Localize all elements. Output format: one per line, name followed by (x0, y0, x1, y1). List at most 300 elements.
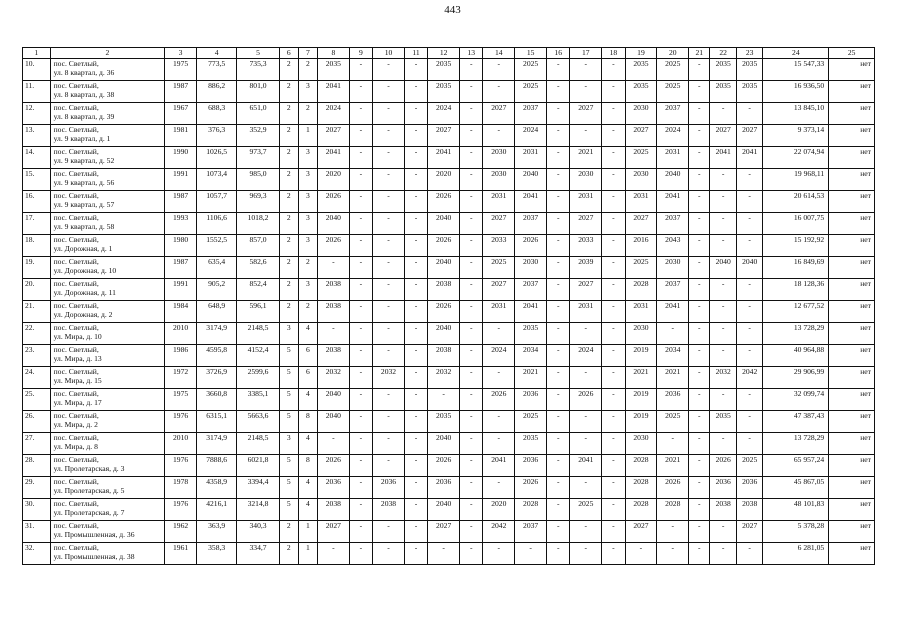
cell-col-16: - (547, 521, 570, 543)
cost-cell: 65 957,24 (763, 455, 829, 477)
cell-col-20: 2043 (657, 235, 689, 257)
cell-col-11: - (404, 477, 427, 499)
cell-col-19: 2031 (625, 191, 657, 213)
cell-col-8: 2038 (317, 301, 349, 323)
column-header-6: 6 (279, 48, 298, 59)
cell-col-11: - (404, 81, 427, 103)
cell-col-20: 2041 (657, 301, 689, 323)
cell-col-12: 2038 (428, 279, 460, 301)
cell-col-12: 2040 (428, 213, 460, 235)
cell-col-17: - (570, 367, 602, 389)
cell-col-8: - (317, 257, 349, 279)
living-area-cell: 340,3 (237, 521, 279, 543)
cell-col-23: - (736, 411, 763, 433)
cell-col-14: - (483, 411, 515, 433)
cost-cell: 6 281,05 (763, 543, 829, 565)
table-row (23, 301, 875, 323)
cell-col-10: - (373, 323, 405, 345)
address-street: ул. 9 квартал, д. 58 (53, 222, 115, 231)
cell-col-19: 2030 (625, 323, 657, 345)
cell-col-16: - (547, 191, 570, 213)
cell-col-16: - (547, 279, 570, 301)
cell-col-17: 2039 (570, 257, 602, 279)
cell-col-22: - (710, 279, 737, 301)
cell-col-23: - (736, 213, 763, 235)
cell-col-13: - (460, 301, 483, 323)
cell-col-12: 2026 (428, 455, 460, 477)
cell-col-16: - (547, 367, 570, 389)
cell-col-6: 2 (279, 521, 298, 543)
status-cell: нет (829, 257, 875, 279)
cell-col-18: - (602, 191, 625, 213)
cell-col-14: 2031 (483, 191, 515, 213)
cell-col-20: 2030 (657, 257, 689, 279)
cost-cell: 48 101,83 (763, 499, 829, 521)
cell-col-21: - (689, 323, 710, 345)
year-built-cell: 2010 (165, 323, 197, 345)
cell-col-17: 2025 (570, 499, 602, 521)
cell-col-23: - (736, 235, 763, 257)
cell-col-18: - (602, 279, 625, 301)
cell-col-21: - (689, 235, 710, 257)
status-cell: нет (829, 323, 875, 345)
year-built-cell: 1993 (165, 213, 197, 235)
table-row (23, 235, 875, 257)
cell-col-22: - (710, 169, 737, 191)
row-number: 16. (23, 191, 51, 213)
column-header-9: 9 (349, 48, 372, 59)
table-row (23, 191, 875, 213)
cell-col-21: - (689, 59, 710, 81)
address-settlement: пос. Светлый, (53, 301, 99, 310)
cost-cell: 13 845,10 (763, 103, 829, 125)
cell-col-10: - (373, 169, 405, 191)
living-area-cell: 596,1 (237, 301, 279, 323)
total-area-cell: 3174,9 (196, 323, 236, 345)
cell-col-9: - (349, 389, 372, 411)
cell-col-15: 2024 (515, 125, 547, 147)
cell-col-17: - (570, 323, 602, 345)
cost-cell: 47 387,43 (763, 411, 829, 433)
column-header-3: 3 (165, 48, 197, 59)
cell-col-19: 2027 (625, 521, 657, 543)
year-built-cell: 1981 (165, 125, 197, 147)
row-number: 21. (23, 301, 51, 323)
cell-col-20: - (657, 521, 689, 543)
cell-col-21: - (689, 389, 710, 411)
cost-cell: 22 074,94 (763, 147, 829, 169)
cell-col-21: - (689, 103, 710, 125)
column-header-15: 15 (515, 48, 547, 59)
cell-col-16: - (547, 301, 570, 323)
cell-col-9: - (349, 521, 372, 543)
cell-col-22: - (710, 191, 737, 213)
cost-cell: 13 728,29 (763, 433, 829, 455)
status-cell: нет (829, 81, 875, 103)
cell-col-23: 2042 (736, 367, 763, 389)
year-built-cell: 1975 (165, 389, 197, 411)
cell-col-21: - (689, 279, 710, 301)
cell-col-12: 2026 (428, 191, 460, 213)
cell-col-21: - (689, 169, 710, 191)
status-cell: нет (829, 279, 875, 301)
address-cell (50, 543, 165, 565)
column-header-18: 18 (602, 48, 625, 59)
cell-col-20: 2041 (657, 191, 689, 213)
address-cell (50, 125, 165, 147)
cell-col-15: 2037 (515, 213, 547, 235)
status-cell: нет (829, 455, 875, 477)
address-street: ул. 9 квартал, д. 52 (53, 156, 115, 165)
cell-col-20: 2040 (657, 169, 689, 191)
cell-col-19: 2028 (625, 499, 657, 521)
cell-col-19: 2031 (625, 301, 657, 323)
cell-col-18: - (602, 301, 625, 323)
cell-col-19: 2028 (625, 477, 657, 499)
cell-col-9: - (349, 103, 372, 125)
cell-col-15: 2028 (515, 499, 547, 521)
cell-col-12: 2036 (428, 477, 460, 499)
cell-col-13: - (460, 543, 483, 565)
cell-col-8: 2027 (317, 125, 349, 147)
cell-col-6: 2 (279, 147, 298, 169)
cell-col-17: - (570, 59, 602, 81)
cell-col-17: 2033 (570, 235, 602, 257)
cell-col-17: 2031 (570, 191, 602, 213)
cell-col-19: 2027 (625, 213, 657, 235)
cell-col-11: - (404, 169, 427, 191)
cell-col-18: - (602, 367, 625, 389)
cell-col-17: 2027 (570, 103, 602, 125)
cell-col-18: - (602, 81, 625, 103)
table-row (23, 367, 875, 389)
address-settlement: пос. Светлый, (53, 521, 99, 530)
cell-col-13: - (460, 389, 483, 411)
cell-col-9: - (349, 367, 372, 389)
cell-col-14: 2042 (483, 521, 515, 543)
cell-col-13: - (460, 213, 483, 235)
cell-col-7: 1 (298, 521, 317, 543)
address-settlement: пос. Светлый, (53, 103, 99, 112)
cost-cell: 45 867,05 (763, 477, 829, 499)
living-area-cell: 735,3 (237, 59, 279, 81)
cell-col-7: 8 (298, 455, 317, 477)
cell-col-10: - (373, 191, 405, 213)
address-settlement: пос. Светлый, (53, 455, 99, 464)
cell-col-14: 2031 (483, 301, 515, 323)
cell-col-18: - (602, 257, 625, 279)
status-cell: нет (829, 411, 875, 433)
address-settlement: пос. Светлый, (53, 235, 99, 244)
cell-col-19: 2035 (625, 81, 657, 103)
cell-col-22: - (710, 433, 737, 455)
cell-col-9: - (349, 213, 372, 235)
address-cell (50, 433, 165, 455)
living-area-cell: 334,7 (237, 543, 279, 565)
cell-col-22: 2035 (710, 411, 737, 433)
cell-col-6: 2 (279, 301, 298, 323)
living-area-cell: 857,0 (237, 235, 279, 257)
address-cell (50, 345, 165, 367)
row-number: 26. (23, 411, 51, 433)
cell-col-11: - (404, 59, 427, 81)
cell-col-11: - (404, 499, 427, 521)
cell-col-17: 2031 (570, 301, 602, 323)
cell-col-23: 2025 (736, 455, 763, 477)
total-area-cell: 6315,1 (196, 411, 236, 433)
cell-col-13: - (460, 59, 483, 81)
status-cell: нет (829, 169, 875, 191)
cell-col-21: - (689, 191, 710, 213)
cell-col-10: - (373, 103, 405, 125)
total-area-cell: 905,2 (196, 279, 236, 301)
cell-col-17: - (570, 521, 602, 543)
cell-col-7: 3 (298, 191, 317, 213)
cell-col-15: 2040 (515, 169, 547, 191)
status-cell: нет (829, 213, 875, 235)
cell-col-21: - (689, 301, 710, 323)
row-number: 19. (23, 257, 51, 279)
cell-col-17: - (570, 433, 602, 455)
cell-col-18: - (602, 235, 625, 257)
column-header-19: 19 (625, 48, 657, 59)
cell-col-16: - (547, 433, 570, 455)
cell-col-18: - (602, 323, 625, 345)
cost-cell: 15 192,92 (763, 235, 829, 257)
cell-col-10: - (373, 279, 405, 301)
table-body (23, 59, 875, 565)
cell-col-6: 2 (279, 59, 298, 81)
cell-col-16: - (547, 59, 570, 81)
cell-col-17: 2021 (570, 147, 602, 169)
cell-col-15: 2025 (515, 411, 547, 433)
cell-col-15: 2037 (515, 521, 547, 543)
address-settlement: пос. Светлый, (53, 257, 99, 266)
cell-col-11: - (404, 257, 427, 279)
cell-col-13: - (460, 279, 483, 301)
cell-col-9: - (349, 433, 372, 455)
cell-col-20: 2037 (657, 279, 689, 301)
cell-col-22: 2035 (710, 81, 737, 103)
address-cell (50, 301, 165, 323)
cell-col-21: - (689, 521, 710, 543)
cell-col-8: 2038 (317, 279, 349, 301)
cell-col-16: - (547, 411, 570, 433)
cell-col-23: 2040 (736, 257, 763, 279)
column-header-1: 1 (23, 48, 51, 59)
address-settlement: пос. Светлый, (53, 499, 99, 508)
cell-col-10: - (373, 213, 405, 235)
cell-col-13: - (460, 323, 483, 345)
cell-col-16: - (547, 147, 570, 169)
cell-col-10: - (373, 521, 405, 543)
cost-cell: 29 906,99 (763, 367, 829, 389)
address-settlement: пос. Светлый, (53, 543, 99, 552)
address-cell (50, 147, 165, 169)
table-row (23, 433, 875, 455)
address-street: ул. 8 квартал, д. 38 (53, 90, 115, 99)
cell-col-15: 2041 (515, 301, 547, 323)
cell-col-9: - (349, 191, 372, 213)
cell-col-9: - (349, 257, 372, 279)
cell-col-13: - (460, 169, 483, 191)
cell-col-18: - (602, 477, 625, 499)
cell-col-22: 2035 (710, 59, 737, 81)
cell-col-17: 2027 (570, 213, 602, 235)
total-area-cell: 376,3 (196, 125, 236, 147)
column-header-4: 4 (196, 48, 236, 59)
cell-col-15: 2030 (515, 257, 547, 279)
cell-col-17: - (570, 125, 602, 147)
year-built-cell: 1976 (165, 455, 197, 477)
cell-col-20: - (657, 323, 689, 345)
cell-col-15: 2031 (515, 147, 547, 169)
year-built-cell: 1980 (165, 235, 197, 257)
cost-cell: 12 677,52 (763, 301, 829, 323)
column-header-13: 13 (460, 48, 483, 59)
cell-col-14: - (483, 477, 515, 499)
table-row (23, 345, 875, 367)
column-header-5: 5 (237, 48, 279, 59)
address-settlement: пос. Светлый, (53, 279, 99, 288)
cell-col-16: - (547, 543, 570, 565)
row-number: 31. (23, 521, 51, 543)
table-row (23, 169, 875, 191)
cell-col-6: 2 (279, 81, 298, 103)
cell-col-17: - (570, 411, 602, 433)
cell-col-16: - (547, 499, 570, 521)
cell-col-18: - (602, 499, 625, 521)
cell-col-23: - (736, 301, 763, 323)
cell-col-13: - (460, 147, 483, 169)
cell-col-16: - (547, 345, 570, 367)
row-number: 12. (23, 103, 51, 125)
address-cell (50, 235, 165, 257)
cell-col-10: 2038 (373, 499, 405, 521)
column-header-21: 21 (689, 48, 710, 59)
table-row (23, 81, 875, 103)
cell-col-10: - (373, 147, 405, 169)
cell-col-7: 2 (298, 59, 317, 81)
cell-col-19: 2035 (625, 59, 657, 81)
cell-col-16: - (547, 389, 570, 411)
year-built-cell: 1962 (165, 521, 197, 543)
cost-cell: 15 547,33 (763, 59, 829, 81)
cell-col-20: 2037 (657, 213, 689, 235)
cell-col-7: 1 (298, 543, 317, 565)
year-built-cell: 1976 (165, 411, 197, 433)
cell-col-13: - (460, 521, 483, 543)
cell-col-20: 2025 (657, 81, 689, 103)
cell-col-10: - (373, 125, 405, 147)
cell-col-23: - (736, 323, 763, 345)
total-area-cell: 688,3 (196, 103, 236, 125)
cell-col-8: 2026 (317, 191, 349, 213)
cell-col-11: - (404, 543, 427, 565)
cell-col-11: - (404, 521, 427, 543)
total-area-cell: 648,9 (196, 301, 236, 323)
column-header-22: 22 (710, 48, 737, 59)
cell-col-23: 2035 (736, 59, 763, 81)
cell-col-6: 5 (279, 345, 298, 367)
cell-col-14: 2030 (483, 169, 515, 191)
address-settlement: пос. Светлый, (53, 345, 99, 354)
cell-col-22: - (710, 213, 737, 235)
cell-col-14: - (483, 81, 515, 103)
status-cell: нет (829, 521, 875, 543)
cell-col-14: 2026 (483, 389, 515, 411)
cell-col-11: - (404, 125, 427, 147)
cell-col-15: 2025 (515, 81, 547, 103)
cell-col-20: - (657, 433, 689, 455)
table-header (23, 48, 875, 59)
cell-col-20: 2025 (657, 411, 689, 433)
cell-col-23: 2027 (736, 521, 763, 543)
cell-col-12: 2026 (428, 301, 460, 323)
row-number: 29. (23, 477, 51, 499)
cell-col-6: 3 (279, 433, 298, 455)
cell-col-12: 2024 (428, 103, 460, 125)
cell-col-11: - (404, 103, 427, 125)
cell-col-6: 3 (279, 323, 298, 345)
cell-col-17: 2027 (570, 279, 602, 301)
cell-col-21: - (689, 345, 710, 367)
cost-cell: 13 728,29 (763, 323, 829, 345)
cell-col-19: - (625, 543, 657, 565)
cell-col-12: 2040 (428, 433, 460, 455)
address-cell (50, 59, 165, 81)
cell-col-6: 5 (279, 455, 298, 477)
living-area-cell: 985,0 (237, 169, 279, 191)
cell-col-12: 2027 (428, 521, 460, 543)
cell-col-11: - (404, 411, 427, 433)
cell-col-20: 2037 (657, 103, 689, 125)
cell-col-21: - (689, 455, 710, 477)
cell-col-7: 2 (298, 257, 317, 279)
living-area-cell: 1018,2 (237, 213, 279, 235)
table-row (23, 521, 875, 543)
cell-col-8: 2040 (317, 411, 349, 433)
cell-col-15: 2034 (515, 345, 547, 367)
cell-col-8: 2026 (317, 235, 349, 257)
cell-col-15: 2041 (515, 191, 547, 213)
year-built-cell: 1990 (165, 147, 197, 169)
cell-col-12: 2032 (428, 367, 460, 389)
living-area-cell: 6021,8 (237, 455, 279, 477)
cell-col-19: 2028 (625, 279, 657, 301)
cell-col-9: - (349, 235, 372, 257)
cell-col-14: 2025 (483, 257, 515, 279)
cell-col-22: 2026 (710, 455, 737, 477)
cell-col-10: - (373, 455, 405, 477)
cost-cell: 5 378,28 (763, 521, 829, 543)
cell-col-9: - (349, 499, 372, 521)
cell-col-7: 3 (298, 213, 317, 235)
year-built-cell: 1987 (165, 81, 197, 103)
cell-col-10: - (373, 59, 405, 81)
cell-col-8: - (317, 323, 349, 345)
column-header-12: 12 (428, 48, 460, 59)
cell-col-23: - (736, 543, 763, 565)
cell-col-9: - (349, 81, 372, 103)
living-area-cell: 582,6 (237, 257, 279, 279)
address-cell (50, 213, 165, 235)
cell-col-7: 4 (298, 433, 317, 455)
living-area-cell: 2148,5 (237, 323, 279, 345)
status-cell: нет (829, 191, 875, 213)
address-street: ул. Дорожная, д. 1 (53, 244, 113, 253)
cell-col-23: - (736, 279, 763, 301)
